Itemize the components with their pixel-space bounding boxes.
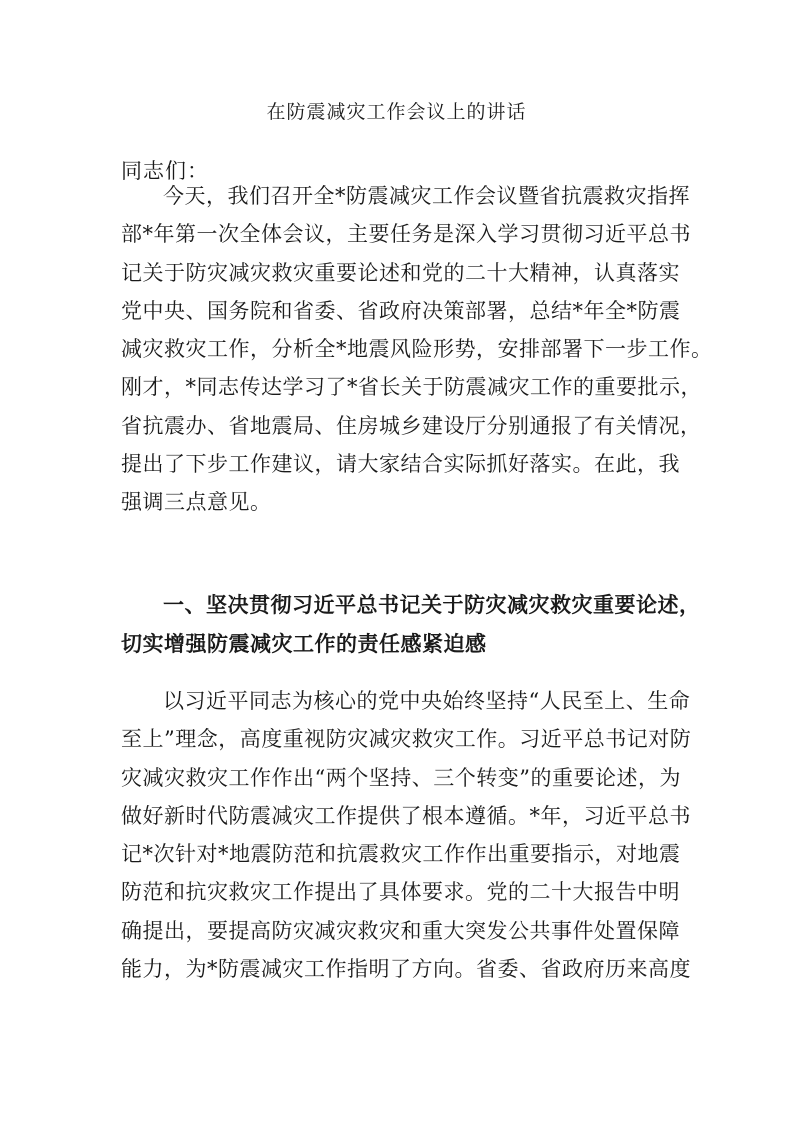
section-heading-1: [121, 586, 701, 664]
paragraph-line: 省抗震办、省地震局、住房城乡建设厅分别通报了有关情况，: [121, 413, 702, 438]
paragraph-line: 能力，为*防震减灾工作指明了方向。省委、省政府历来高度: [121, 957, 691, 982]
paragraph-line: 至上”理念，高度重视防灾减灾救灾工作。习近平总书记对防: [121, 727, 692, 752]
paragraph-line: 做好新时代防震减灾工作提供了根本遵循。*年，习近平总书: [121, 803, 691, 828]
paragraph-line: 确提出，要提高防灾减灾救灾和重大突发公共事件处置保障: [121, 918, 680, 943]
paragraph-line: 记关于防灾减灾救灾重要论述和党的二十大精神，认真落实: [121, 260, 680, 285]
paragraph-line: 部*年第一次全体会议，主要任务是深入学习贯彻习近平总书: [121, 222, 691, 247]
paragraph-intro: [121, 177, 713, 522]
document-title: 在防震减灾工作会议上的讲话: [266, 101, 527, 123]
paragraph-line: 提出了下步工作建议，请大家结合实际抓好落实。在此，我: [121, 452, 680, 477]
paragraph-line: 今天，我们召开全*防震减灾工作会议暨省抗震救灾指挥: [163, 184, 690, 208]
paragraph-section-1: [121, 682, 692, 988]
heading-line: 切实增强防震减灾工作的责任感紧迫感: [121, 631, 487, 656]
paragraph-line: 党中央、国务院和省委、省政府决策部署，总结*年全*防震: [121, 298, 681, 323]
paragraph-line: 以习近平同志为核心的党中央始终坚持“人民至上、生命: [163, 689, 691, 713]
paragraph-line: 记*次针对*地震防范和抗震救灾工作作出重要指示，对地震: [121, 842, 681, 867]
paragraph-line: 强调三点意见。: [121, 490, 272, 515]
paragraph-line: 防范和抗灾救灾工作提出了具体要求。党的二十大报告中明: [121, 880, 680, 905]
heading-line: 一、坚决贯彻习近平总书记关于防灾减灾救灾重要论述，: [163, 593, 701, 617]
paragraph-line: 灾减灾救灾工作作出“两个坚持、三个转变”的重要论述，为: [121, 765, 681, 790]
paragraph-line: 刚才，*同志传达学习了*省长关于防震减灾工作的重要批示，: [121, 375, 702, 400]
paragraph-line: 减灾救灾工作，分析全*地震风险形势，安排部署下一步工作。: [121, 337, 713, 362]
salutation: 同志们：: [121, 159, 209, 183]
